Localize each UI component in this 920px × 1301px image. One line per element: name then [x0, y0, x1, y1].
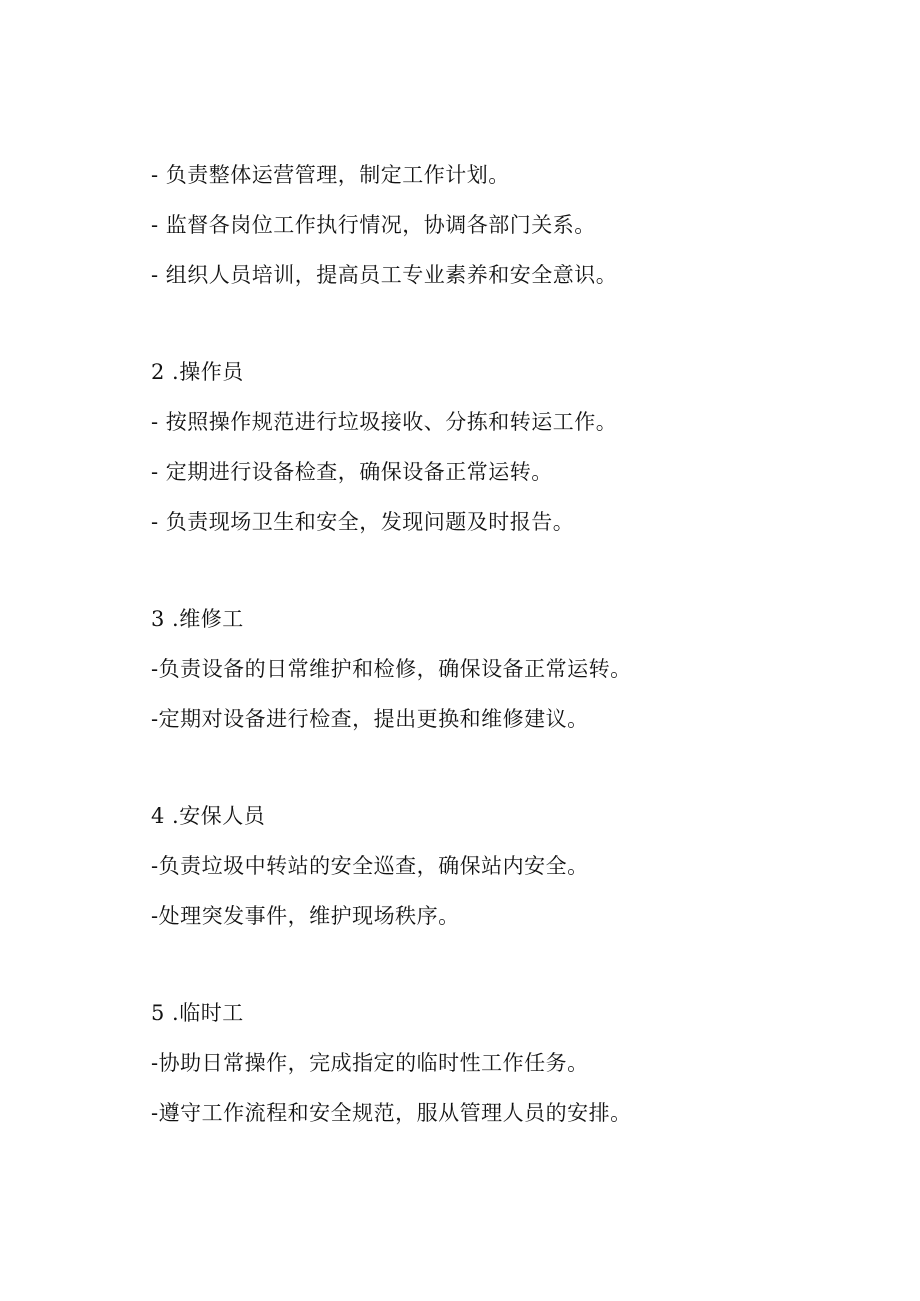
list-item: - 负责整体运营管理，制定工作计划。 [151, 163, 510, 187]
list-item: -协助日常操作，完成指定的临时性工作任务。 [151, 1051, 589, 1075]
section-heading: 3 .维修工 [151, 607, 244, 631]
list-item: -处理突发事件，维护现场秩序。 [151, 904, 460, 928]
list-item: -负责设备的日常维护和检修，确保设备正常运转。 [151, 657, 632, 681]
list-item: - 定期进行设备检查，确保设备正常运转。 [151, 460, 553, 484]
list-item: -负责垃圾中转站的安全巡查，确保站内安全。 [151, 854, 589, 878]
list-item: - 按照操作规范进行垃圾接收、分拣和转运工作。 [151, 410, 618, 434]
list-item: - 组织人员培训，提高员工专业素养和安全意识。 [151, 263, 618, 287]
section-heading: 5 .临时工 [151, 1001, 244, 1025]
list-item: -遵守工作流程和安全规范，服从管理人员的安排。 [151, 1101, 632, 1125]
section-heading: 4 .安保人员 [151, 804, 266, 828]
list-item: -定期对设备进行检查，提出更换和维修建议。 [151, 707, 589, 731]
list-item: - 负责现场卫生和安全，发现问题及时报告。 [151, 510, 575, 534]
section-heading: 2 .操作员 [151, 360, 244, 384]
list-item: - 监督各岗位工作执行情况，协调各部门关系。 [151, 213, 596, 237]
